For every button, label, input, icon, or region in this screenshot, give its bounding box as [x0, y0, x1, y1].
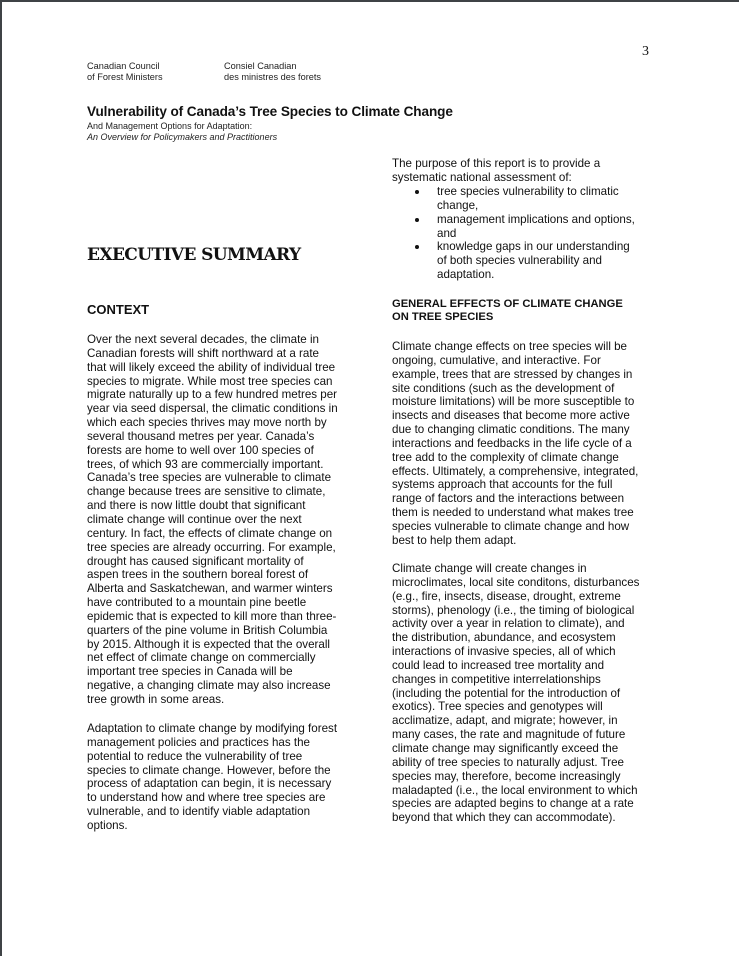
text-line: site conditions (such as the development of: [392, 381, 615, 395]
text-line: of both species vulnerability and: [437, 254, 602, 268]
text-line: net effect of climate change on commercially: [87, 651, 316, 665]
text-line: species are adapted begins to change at a rate: [392, 797, 634, 811]
text-line: species may, therefore, become increasingly: [392, 769, 621, 783]
text-line: by 2015. Although it is expected that the overall: [87, 637, 330, 651]
report-title: Vulnerability of Canada’s Tree Species to Climate Change: [87, 104, 453, 119]
text-line: migrate naturally up to a few hundred metres per: [87, 388, 338, 402]
text-line: species vulnerable to climate change and how: [392, 519, 630, 533]
general-effects-heading: [392, 298, 662, 324]
effects-paragraph-2: [392, 562, 639, 825]
text-line: ability of tree species to naturally adjust. Tree: [392, 755, 624, 769]
text-line: vulnerable, and to identify viable adaptation: [87, 805, 311, 819]
text-line: Canadian forests will shift northward at a rate: [87, 346, 319, 360]
text-line: tree species vulnerability to climatic: [437, 185, 619, 198]
text-line: Climate change will create changes in: [392, 562, 587, 575]
text-line: (including the potential for the introduction of: [392, 686, 621, 700]
org-name-english: [87, 61, 163, 83]
executive-summary-heading: EXECUTIVE SUMMARY: [87, 245, 301, 265]
text-line: microclimates, local site conditons, disturbances: [392, 575, 640, 589]
text-line: species to climate change. However, before the: [87, 763, 331, 777]
context-paragraph-1: [87, 333, 338, 707]
org-name-english-line: of Forest Ministers: [87, 72, 163, 82]
heading-line: ON TREE SPECIES: [392, 311, 494, 323]
text-line: tree species are already occurring. For example,: [87, 540, 336, 554]
org-name-french-line: des ministres des forets: [224, 72, 322, 82]
viewer-frame-top-border: [0, 0, 739, 2]
heading-line: GENERAL EFFECTS OF CLIMATE CHANGE: [392, 298, 623, 310]
text-line: effects. Ultimately, a comprehensive, integrated,: [392, 464, 639, 478]
text-line: change because trees are sensitive to climate,: [87, 485, 326, 499]
text-line: and: [437, 226, 457, 240]
text-line: the distribution, abundance, and ecosystem: [392, 631, 616, 645]
text-line: maladapted (i.e., the local environment to which: [392, 783, 638, 797]
text-line: species to migrate. While most tree species can: [87, 374, 333, 388]
text-line: tree add to the complexity of climate change: [392, 450, 619, 464]
text-line: and there is now little doubt that significant: [87, 499, 306, 513]
text-line: example, trees that are stressed by changes in: [392, 367, 633, 381]
text-line: ongoing, cumulative, and interactive. For: [392, 353, 601, 367]
text-line: interactions of invasive species, all of which: [392, 645, 616, 659]
text-line: forests are home to well over 100 species of: [87, 443, 314, 457]
text-line: activity over a year in relation to climate), and: [392, 617, 625, 631]
text-line: have contributed to a mountain pine beetle: [87, 596, 307, 610]
org-name-french: [224, 61, 321, 83]
viewer-frame-left-border: [0, 0, 2, 956]
context-paragraph-2: [87, 722, 337, 833]
text-line: knowledge gaps in our understanding: [437, 240, 630, 254]
org-name-english-line: Canadian Council: [87, 61, 160, 71]
text-line: could lead to increased tree mortality and: [392, 658, 605, 672]
org-name-french-line: Consiel Canadian: [224, 61, 297, 71]
text-line: Alberta and Saskatchewan, and warmer winters: [87, 582, 333, 596]
text-line: negative, a changing climate may also increase: [87, 679, 331, 693]
text-line: quarters of the pine volume in British Columbia: [87, 623, 328, 637]
text-line: systematic national assessment of:: [392, 170, 572, 184]
text-line: range of factors and the interactions between: [392, 492, 625, 506]
bullet-icon: [415, 190, 419, 194]
text-line: potential to reduce the vulnerability of tree: [87, 749, 303, 763]
text-line: options.: [87, 818, 128, 832]
text-line: climate change may significantly exceed the: [392, 741, 619, 755]
text-line: year via seed dispersal, the climatic conditions in: [87, 402, 338, 416]
text-line: systems approach that accounts for the full: [392, 478, 613, 492]
context-heading: CONTEXT: [87, 302, 150, 317]
text-line: exotics). Tree species and genotypes will: [392, 700, 603, 714]
report-subtitle: [87, 121, 277, 142]
text-line: aspen trees in the southern boreal forest of: [87, 568, 309, 582]
text-line: The purpose of this report is to provide a: [392, 157, 601, 170]
text-line: to understand how and where tree species are: [87, 791, 326, 805]
purpose-bullet-list: [415, 185, 635, 282]
text-line: moisture limitations) will be more susceptible to: [392, 395, 635, 409]
text-line: process of adaptation can begin, it is necessary: [87, 777, 332, 791]
text-line: Climate change effects on tree species will be: [392, 340, 628, 353]
list-item: [415, 185, 635, 213]
text-line: storms), phenology (i.e., the timing of biological: [392, 603, 635, 617]
purpose-intro: [392, 157, 600, 185]
text-line: Adaptation to climate change by modifying forest: [87, 722, 338, 735]
text-line: century. In fact, the effects of climate change on: [87, 526, 333, 540]
text-line: best to help them adapt.: [392, 533, 517, 547]
text-line: several thousand metres per year. Canada’s: [87, 429, 315, 443]
text-line: change,: [437, 198, 479, 212]
page-number: 3: [642, 44, 649, 59]
text-line: which each species thrives may move north by: [87, 416, 327, 430]
text-line: them is needed to understand what makes tree: [392, 506, 634, 520]
report-subtitle-line: And Management Options for Adaptation:: [87, 121, 253, 131]
text-line: Canada’s tree species are vulnerable to climate: [87, 471, 332, 485]
text-line: adaptation.: [437, 268, 495, 282]
bullet-icon: [415, 245, 419, 249]
text-line: acclimatize, adapt, and migrate; however, in: [392, 714, 618, 728]
effects-paragraph-1: [392, 340, 638, 548]
text-line: interactions and feedbacks in the life cycle of a: [392, 436, 632, 450]
text-line: due to changing climatic conditions. The many: [392, 423, 630, 437]
text-line: changes in competitive interrelationships: [392, 672, 601, 686]
text-line: (e.g., fire, insects, disease, drought, extreme: [392, 589, 621, 603]
list-item: [415, 240, 635, 282]
text-line: Over the next several decades, the climate in: [87, 333, 319, 346]
report-subtitle-italic: An Overview for Policymakers and Practitioners: [87, 131, 278, 142]
text-line: many cases, the rate and magnitude of future: [392, 728, 626, 742]
text-line: management policies and practices has the: [87, 735, 310, 749]
text-line: beyond that which they can accommodate).: [392, 811, 616, 825]
bullet-icon: [415, 218, 419, 222]
text-line: management implications and options,: [437, 212, 635, 226]
text-line: important tree species in Canada will be: [87, 665, 293, 679]
text-line: epidemic that is expected to kill more than three-: [87, 609, 337, 623]
text-line: trees, of which 93 are commercially important.: [87, 457, 324, 471]
text-line: insects and diseases that become more active: [392, 409, 630, 423]
text-line: climate change will continue over the next: [87, 512, 302, 526]
list-item: [415, 213, 635, 241]
text-line: drought has caused significant mortality of: [87, 554, 304, 568]
text-line: tree growth in some areas.: [87, 692, 225, 706]
text-line: that will likely exceed the ability of individual tree: [87, 360, 336, 374]
